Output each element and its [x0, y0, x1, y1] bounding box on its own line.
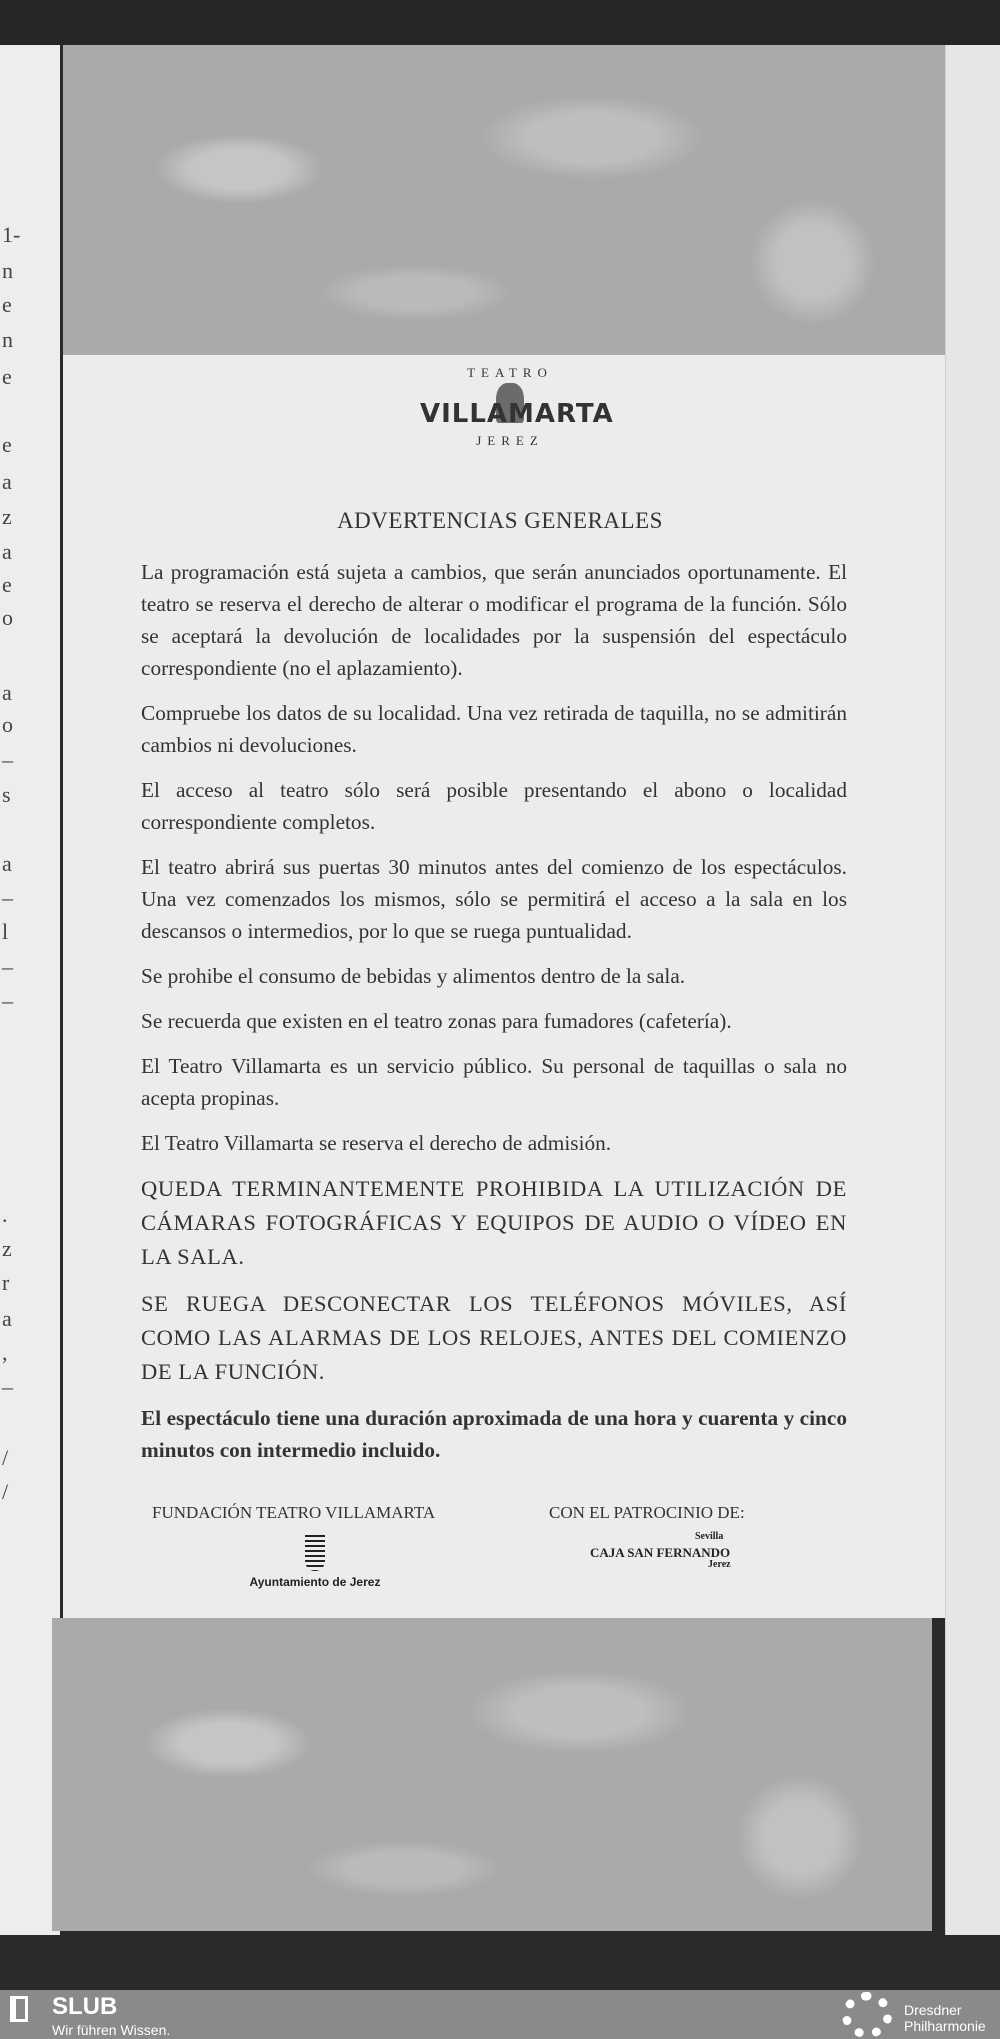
logo-bottom-text: JEREZ: [476, 433, 544, 448]
ayuntamiento-text: Ayuntamiento de Jerez: [249, 1575, 381, 1589]
decorative-pattern-bottom: [52, 1618, 932, 1931]
caja-text: CAJA SAN FERNANDO: [590, 1545, 731, 1560]
edge-char: l: [2, 919, 9, 944]
edge-char: a: [2, 1306, 12, 1331]
philharmonie-logo-icon: [842, 1992, 892, 2038]
edge-char: z: [2, 1236, 12, 1261]
slub-title[interactable]: SLUB: [52, 1993, 118, 2020]
edge-char: /: [2, 1479, 9, 1504]
edge-char: a: [2, 680, 12, 705]
decorative-pattern-top: [63, 45, 945, 355]
edge-char: .: [2, 1202, 8, 1227]
edge-char: n: [2, 327, 13, 352]
caja-bottom-text: Jerez: [708, 1559, 731, 1570]
duration-note: El espectáculo tiene una duración aproximada de una hora y cuarenta y cinco minutos con intermedio incluido.: [141, 1406, 847, 1462]
scan-border-top: [0, 0, 1000, 45]
edge-char: –: [2, 988, 13, 1013]
edge-char: e: [2, 432, 12, 457]
edge-char: e: [2, 364, 12, 389]
edge-char: o: [2, 605, 13, 630]
edge-char: –: [2, 747, 13, 772]
paragraph: El Teatro Villamarta se reserva el derecho de admisión.: [141, 1131, 612, 1155]
partner-line-1: Dresdner: [904, 2002, 962, 2018]
edge-char: r: [2, 1270, 10, 1295]
paragraph: El Teatro Villamarta es un servicio público. Su personal de taquillas o sala no acepta propinas.: [141, 1054, 847, 1110]
paragraph: La programación está sujeta a cambios, que serán anunciados oportunamente. El teatro se reserva el derecho de alterar o modificar el programa de la función. Sólo se aceptará la devolución de localidades por la suspensión del espectáculo correspondiente (no el aplazamiento).: [141, 560, 847, 680]
edge-char: a: [2, 851, 12, 876]
sponsor-label: CON EL PATROCINIO DE:: [549, 1503, 745, 1522]
edge-char: o: [2, 712, 13, 737]
edge-char: a: [2, 469, 12, 494]
caja-san-fernando-logo: [590, 1531, 731, 1570]
phone-notice: SE RUEGA DESCONECTAR LOS TELÉFONOS MÓVILES, ASÍ COMO LAS ALARMAS DE LOS RELOJES, ANTES DEL COMIENZO DE LA FUNCIÓN.: [141, 1291, 847, 1384]
paragraph: El acceso al teatro sólo será posible presentando el abono o localidad correspondiente completos.: [141, 778, 847, 834]
partner-line-2: Philharmonie: [904, 2018, 986, 2034]
edge-char: –: [2, 1374, 13, 1399]
paragraph: Se prohibe el consumo de bebidas y alimentos dentro de la sala.: [141, 964, 686, 988]
edge-char: n: [2, 258, 13, 283]
edge-char: –: [2, 954, 13, 979]
edge-char: z: [2, 504, 12, 529]
edge-char: /: [2, 1445, 9, 1470]
teatro-villamarta-logo: [420, 365, 614, 485]
paragraph: Compruebe los datos de su localidad. Una vez retirada de taquilla, no se admitirán cambios ni devoluciones.: [141, 701, 847, 757]
slub-tagline: Wir führen Wissen.: [52, 2022, 171, 2038]
adjacent-page-right: [945, 45, 1000, 1935]
paragraph: El teatro abrirá sus puertas 30 minutos antes del comienzo de los espectáculos. Una vez comenzados los mismos, sólo se permitirá el acceso a la sala en los descansos o intermedios, por lo que se ruega puntualidad.: [141, 855, 847, 943]
camera-prohibition: QUEDA TERMINANTEMENTE PROHIBIDA LA UTILIZACIÓN DE CÁMARAS FOTOGRÁFICAS Y EQUIPOS DE AUDIO O VÍDEO EN LA SALA.: [141, 1176, 847, 1269]
edge-char: ,: [2, 1340, 8, 1365]
edge-char: a: [2, 539, 12, 564]
shield-icon: [305, 1535, 325, 1571]
logo-top-text: TEATRO: [467, 365, 553, 380]
adjacent-page-edge: [0, 45, 60, 1935]
edge-char: e: [2, 572, 12, 597]
viewer-footer: [0, 1990, 1000, 2039]
edge-char: –: [2, 885, 13, 910]
ayuntamiento-logo: [245, 1535, 385, 1589]
edge-char: s: [2, 782, 11, 807]
notice-body: [141, 556, 847, 1479]
edge-char: 1-: [2, 222, 21, 247]
slub-book-icon: [10, 1996, 28, 2022]
partner-name[interactable]: [904, 2002, 986, 2034]
paragraph: Se recuerda que existen en el teatro zonas para fumadores (cafetería).: [141, 1009, 732, 1033]
edge-char: e: [2, 292, 12, 317]
foundation-label: FUNDACIÓN TEATRO VILLAMARTA: [152, 1503, 436, 1522]
caja-top-text: Sevilla: [695, 1531, 724, 1542]
page-heading: ADVERTENCIAS GENERALES: [337, 508, 663, 533]
logo-name: VILLAMARTA: [420, 399, 614, 429]
